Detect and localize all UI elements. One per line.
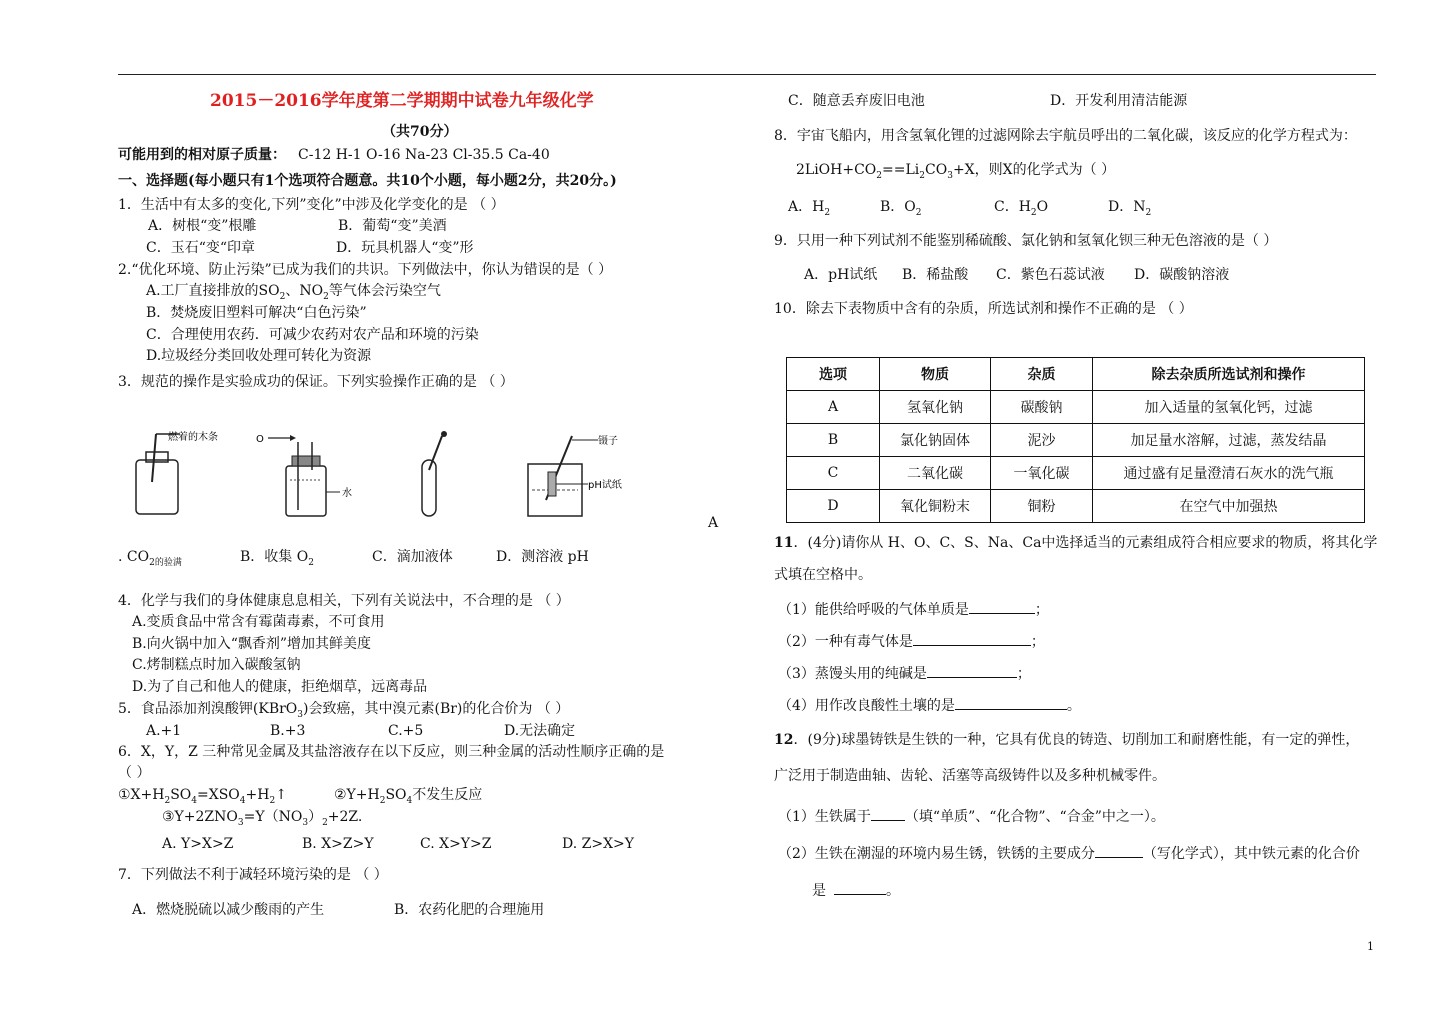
q10-table: [786, 357, 1365, 523]
q12-part-2-line2: 是 。: [812, 880, 900, 900]
q2-stem: 2.“优化环境、防止污染”已成为我们的共识。下列做法中，你认为错误的是（ ）: [118, 262, 613, 278]
table-cell: 加入适量的氢氧化钙，过滤: [1093, 391, 1365, 424]
q4-stem: 4．化学与我们的身体健康息息相关，下列有关说法中，不合理的是 （ ）: [118, 593, 570, 609]
table-row: [787, 424, 1365, 457]
q5-option-c: C.+5: [388, 723, 424, 739]
atomic-mass-label: 可能用到的相对原子质量：: [118, 147, 286, 163]
page-number: 1: [1367, 940, 1374, 953]
q11-part-2: （2）一种有毒气体是 ；: [778, 631, 1045, 651]
q6-reaction-1: $①X+H_2SO_4=XSO_4+H_2↑$: [118, 787, 287, 806]
table-cell: C: [787, 457, 880, 490]
table-cell: 氧化铜粉末: [880, 490, 991, 523]
q2-option-d: D.垃圾经分类回收处理可转化为资源: [146, 348, 372, 364]
q1-stem: 1．生活中有太多的变化,下列”变化”中涉及化学变化的是 （ ）: [118, 197, 505, 213]
q1-option-c: C．玉石“变“印章: [146, 240, 256, 256]
svg-text:O: O: [256, 434, 264, 445]
svg-text:水: 水: [342, 488, 352, 499]
q3-experiment-figures: [120, 430, 660, 530]
q12-stem: 12．(9分)球墨铸铁是生铁的一种，它具有优良的铸造、切削加工和耐磨性能，有一定的弹性，: [774, 732, 1360, 748]
q11-stem-line2: 式填在空格中。: [774, 567, 872, 583]
svg-text:燃着的木条: 燃着的木条: [168, 432, 218, 443]
q12-stem-line2: 广泛用于制造曲轴、齿轮、活塞等高级铸件以及多种机械零件。: [774, 768, 1166, 784]
q3-figure-letter-a: A: [708, 515, 719, 531]
table-row: [787, 490, 1365, 523]
q4-option-c: C.烤制糕点时加入碳酸氢钠: [132, 657, 301, 673]
q8-option-c: C．$H_2O$: [994, 199, 1049, 218]
table-cell: D: [787, 490, 880, 523]
q5-stem: 5．食品添加剂溴酸钾(KBrO$_3$)会致癌，其中溴元素(Br)的化合价为 （ ）: [118, 701, 570, 720]
q9-option-c: C．紫色石蕊试液: [996, 267, 1105, 283]
atomic-masses-line: [118, 146, 550, 164]
answer-blank[interactable]: [913, 631, 1031, 646]
ph-beaker-figure: [528, 434, 622, 516]
answer-blank[interactable]: [834, 880, 886, 895]
q7-option-d: D．开发利用清洁能源: [1050, 93, 1188, 109]
q6-answer-bracket: （ ）: [118, 765, 151, 781]
table-cell: 氢氧化钠: [880, 391, 991, 424]
table-cell: 通过盛有足量澄清石灰水的洗气瓶: [1093, 457, 1365, 490]
svg-text:镊子: 镊子: [598, 436, 618, 447]
q2-option-a: A.工厂直接排放的$SO_2$、$NO_2$等气体会污染空气: [146, 283, 441, 302]
answer-blank[interactable]: [969, 599, 1035, 614]
table-header-cell: 除去杂质所选试剂和操作: [1093, 358, 1365, 391]
q6-option-c: C. X>Y>Z: [420, 836, 492, 852]
table-row: [787, 391, 1365, 424]
q8-equation: $2LiOH+CO_2==Li_2CO_3+X$，则X的化学式为（ ）: [796, 162, 1116, 181]
table-cell: 一氧化碳: [991, 457, 1093, 490]
q1-option-d: D．玩具机器人“变”形: [336, 240, 474, 256]
q11-part-4: （4）用作改良酸性土壤的是 。: [778, 695, 1081, 715]
q8-option-d: D．$N_2$: [1108, 199, 1152, 218]
q3-option-b: B．收集 $O_2$: [240, 549, 314, 568]
q7-option-c: C．随意丢弃废旧电池: [788, 93, 925, 109]
q6-option-a: A. Y>X>Z: [162, 836, 234, 852]
q9-stem: 9．只用一种下列试剂不能鉴别稀硫酸、氯化钠和氢氧化钡三种无色溶液的是（ ）: [774, 233, 1278, 249]
q4-option-b: B.向火锅中加入“飘香剂”增加其鲜美度: [132, 636, 372, 652]
q11-part-3: （3）蒸馒头用的纯碱是 ；: [778, 663, 1031, 683]
q5-option-a: A.+1: [146, 723, 182, 739]
table-cell: 碳酸钠: [991, 391, 1093, 424]
table-header-cell: 选项: [787, 358, 880, 391]
q6-option-b: B. X>Z>Y: [302, 836, 374, 852]
table-header-row: [787, 358, 1365, 391]
table-cell: A: [787, 391, 880, 424]
table-header-cell: 杂质: [991, 358, 1093, 391]
table-row: [787, 457, 1365, 490]
table-header-cell: 物质: [880, 358, 991, 391]
answer-blank[interactable]: [871, 806, 905, 821]
q1-option-a: A．树根“变”根雕: [148, 218, 257, 234]
q3-option-c: C．滴加液体: [372, 549, 453, 565]
q4-option-d: D.为了自己和他人的健康，拒绝烟草，远离毒品: [132, 679, 428, 695]
answer-blank[interactable]: [927, 663, 1017, 678]
q8-option-a: A．$H_2$: [788, 199, 831, 218]
q12-part-2: （2）生铁在潮湿的环境内易生锈，铁锈的主要成分 （写化学式），其中铁元素的化合价: [778, 843, 1360, 863]
gas-collect-figure: [256, 434, 352, 516]
test-tube-figure: [422, 431, 447, 516]
q8-option-b: B．$O_2$: [880, 199, 922, 218]
q6-stem: 6．X，Y，Z 三种常见金属及其盐溶液存在以下反应，则三种金属的活动性顺序正确的是: [118, 744, 665, 760]
q6-option-d: D. Z>X>Y: [562, 836, 635, 852]
exam-title: 2015－2016学年度第二学期期中试卷九年级化学: [210, 91, 594, 111]
q3-option-d: D．测溶液 pH: [496, 549, 589, 565]
section1-heading: 一、选择题(每小题只有1个选项符合题意。共10个小题，每小题2分，共20分。): [118, 173, 617, 189]
table-cell: 在空气中加强热: [1093, 490, 1365, 523]
q1-option-b: B．葡萄“变”美酒: [338, 218, 447, 234]
q3-stem: 3．规范的操作是实验成功的保证。下列实验操作正确的是 （ ）: [118, 374, 514, 390]
atomic-mass-values: C-12 H-1 O-16 Na-23 Cl-35.5 Ca-40: [298, 147, 550, 163]
q9-option-d: D．碳酸钠溶液: [1134, 267, 1230, 283]
q5-option-d: D.无法确定: [504, 723, 576, 739]
table-cell: 二氧化碳: [880, 457, 991, 490]
q7-stem: 7．下列做法不利于减轻环境污染的是 （ ）: [118, 867, 388, 883]
svg-text:pH试纸: pH试纸: [588, 480, 622, 491]
q7-option-b: B．农药化肥的合理施用: [394, 902, 545, 918]
table-cell: 铜粉: [991, 490, 1093, 523]
q3-option-a: . $CO_{2的验满}$: [118, 549, 182, 568]
table-cell: 泥沙: [991, 424, 1093, 457]
q9-option-a: A．pH试纸: [804, 267, 878, 283]
table-cell: 加足量水溶解，过滤，蒸发结晶: [1093, 424, 1365, 457]
table-cell: B: [787, 424, 880, 457]
answer-blank[interactable]: [955, 695, 1067, 710]
q11-stem: 11．(4分)请你从 H、O、C、S、Na、Ca中选择适当的元素组成符合相应要求的物质，将其化学: [774, 535, 1378, 551]
q12-part-1: （1）生铁属于 （填“单质”、“化合物”、“合金”中之一）。: [778, 806, 1165, 826]
q5-option-b: B.+3: [270, 723, 306, 739]
q2-option-c: C．合理使用农药．可减少农药对农产品和环境的污染: [146, 327, 479, 343]
q7-option-a: A．燃烧脱硫以减少酸雨的产生: [132, 902, 325, 918]
answer-blank[interactable]: [1095, 843, 1143, 858]
total-score: （共70分）: [382, 124, 458, 140]
co2-bottle-figure: [136, 430, 218, 514]
table-cell: 氯化钠固体: [880, 424, 991, 457]
q11-part-1: （1）能供给呼吸的气体单质是 ；: [778, 599, 1049, 619]
q6-reaction-2: $②Y+H_2SO_4$不发生反应: [334, 787, 483, 806]
top-rule: [118, 74, 1376, 75]
q4-option-a: A.变质食品中常含有霉菌毒素，不可食用: [132, 614, 385, 630]
q6-reaction-3: $③Y+2ZNO_3=Y(NO_3)_2+2Z$.: [162, 809, 363, 828]
q10-stem: 10．除去下表物质中含有的杂质，所选试剂和操作不正确的是 （ ）: [774, 301, 1193, 317]
q8-stem: 8．宇宙飞船内，用含氢氧化锂的过滤网除去宇航员呼出的二氧化碳，该反应的化学方程式为：: [774, 128, 1357, 144]
q9-option-b: B．稀盐酸: [902, 267, 969, 283]
q2-option-b: B．焚烧废旧塑料可解决“白色污染”: [146, 305, 367, 321]
